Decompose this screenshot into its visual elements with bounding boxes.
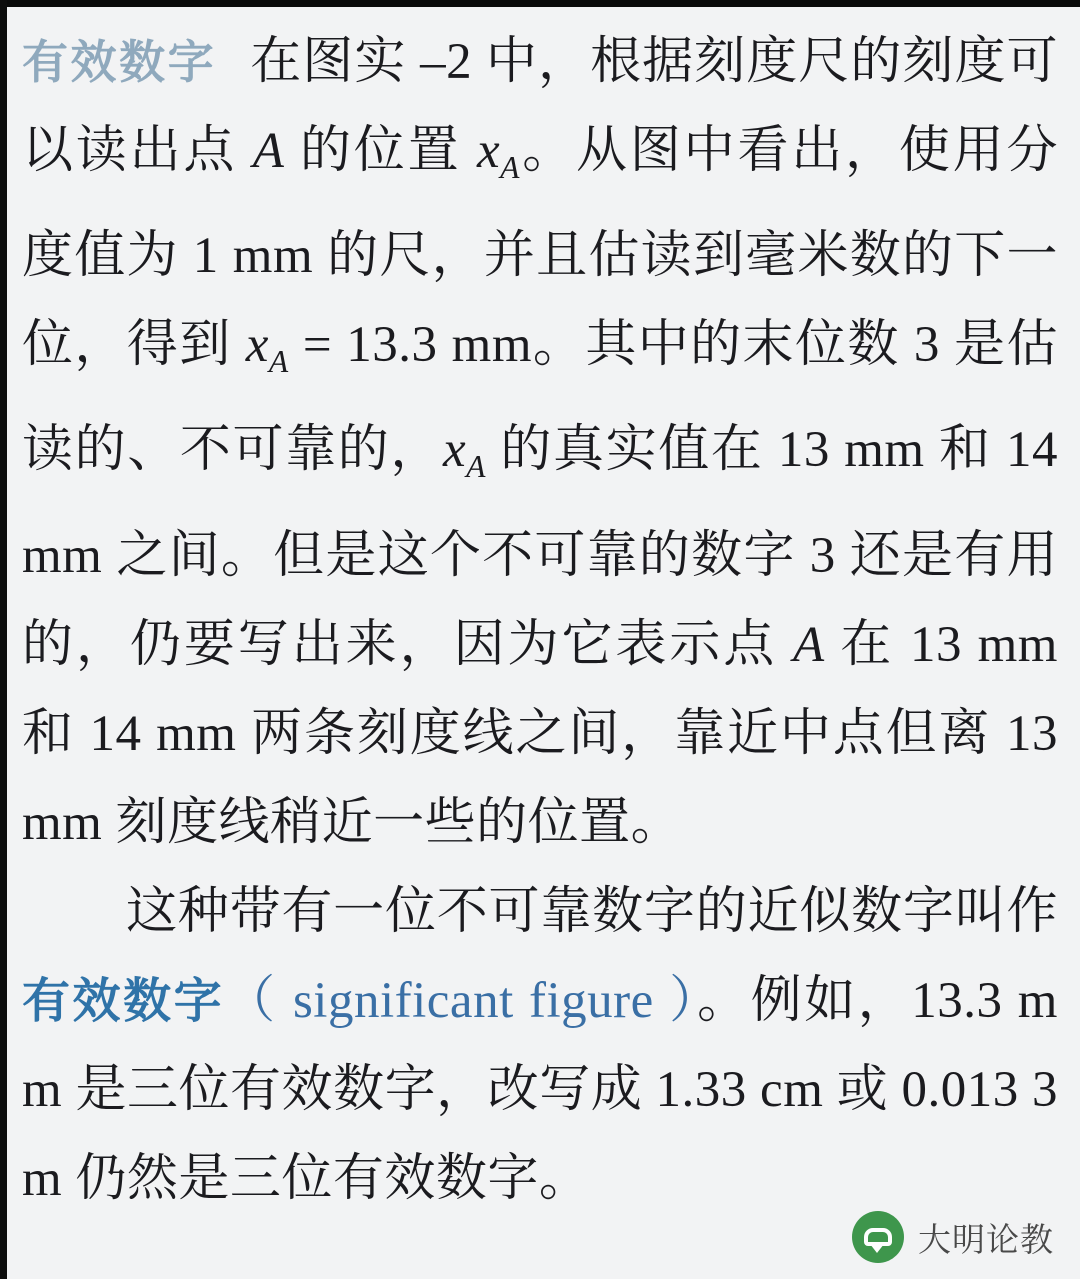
measurement-value: 1 mm <box>192 228 314 285</box>
paragraph-significant-figures-definition <box>22 868 1058 1224</box>
measurement-value: 3 <box>809 527 836 584</box>
measurement-value: 13.3 mm <box>22 972 1058 1118</box>
page-top-border <box>0 0 1080 7</box>
text-run: 。从图中看出，使用分度值为 <box>22 123 1058 285</box>
text-run: 仍然是三位有效数字。 <box>62 1150 591 1207</box>
text-run: 或 <box>823 1061 902 1118</box>
page-left-border <box>0 0 7 1279</box>
measurement-value: 14 mm <box>22 422 1058 584</box>
english-term: （ significant figure ） <box>224 972 698 1029</box>
text-run: 还是有用的，仍要写出来，因为它表示点 <box>22 527 1058 673</box>
text-run: 在图实 –2 中，根据刻度尺的刻度可以读出点 <box>22 34 1058 179</box>
text-run: 是三位有效数字，改写成 <box>62 1061 656 1118</box>
wechat-account-icon <box>852 1211 904 1263</box>
text-run: 的位置 <box>284 123 477 179</box>
text-run: 。例如， <box>697 972 912 1029</box>
text-run: 和 <box>22 705 90 762</box>
measurement-value: 0.013 3 m <box>22 1061 1058 1207</box>
text-run: 的真实值在 <box>485 422 778 479</box>
measurement-value: = 13.3 mm <box>288 317 533 374</box>
text-run: 是估读的、不可靠的， <box>22 317 1058 479</box>
measurement-value: 13 mm <box>777 422 925 479</box>
measurement-value: 13 mm <box>909 616 1058 673</box>
text-run: 在 <box>824 616 910 673</box>
text-run: 之间。但是这个不可靠的数字 <box>102 527 810 584</box>
math-variable: A <box>252 123 285 179</box>
paragraph-2-text <box>22 884 1058 1207</box>
math-variable: $x_A$ <box>443 422 486 485</box>
text-run: 这种带有一位不可靠数字的近似数字叫作 <box>126 883 1058 940</box>
watermark <box>852 1211 1054 1263</box>
measurement-value: 13 mm <box>22 705 1058 851</box>
measurement-value: 1.33 cm <box>655 1061 824 1118</box>
text-run: 两条刻度线之间，靠近中点但离 <box>236 705 1006 762</box>
text-run: 刻度线稍近一些的位置。 <box>102 794 683 851</box>
math-variable: A <box>792 616 825 673</box>
text-run: 。其中的末位数 <box>532 317 914 374</box>
measurement-value: 14 mm <box>89 705 237 762</box>
highlighted-term: 有效数字 <box>22 972 225 1029</box>
math-variable: $x_A$ <box>476 123 520 186</box>
text-run: 的尺，并且估读到毫米数的下一位，得到 <box>22 228 1058 374</box>
paragraph-1-text <box>22 34 1058 851</box>
text-run: 和 <box>924 422 1006 479</box>
math-variable: $x_A$ <box>245 317 289 380</box>
paragraph-significant-figures-intro <box>22 18 1058 868</box>
measurement-value: 3 <box>913 317 940 374</box>
page-body <box>22 18 1058 1224</box>
term-heading: 有效数字 <box>22 35 217 89</box>
watermark-label: 大明论教 <box>918 1219 1054 1259</box>
